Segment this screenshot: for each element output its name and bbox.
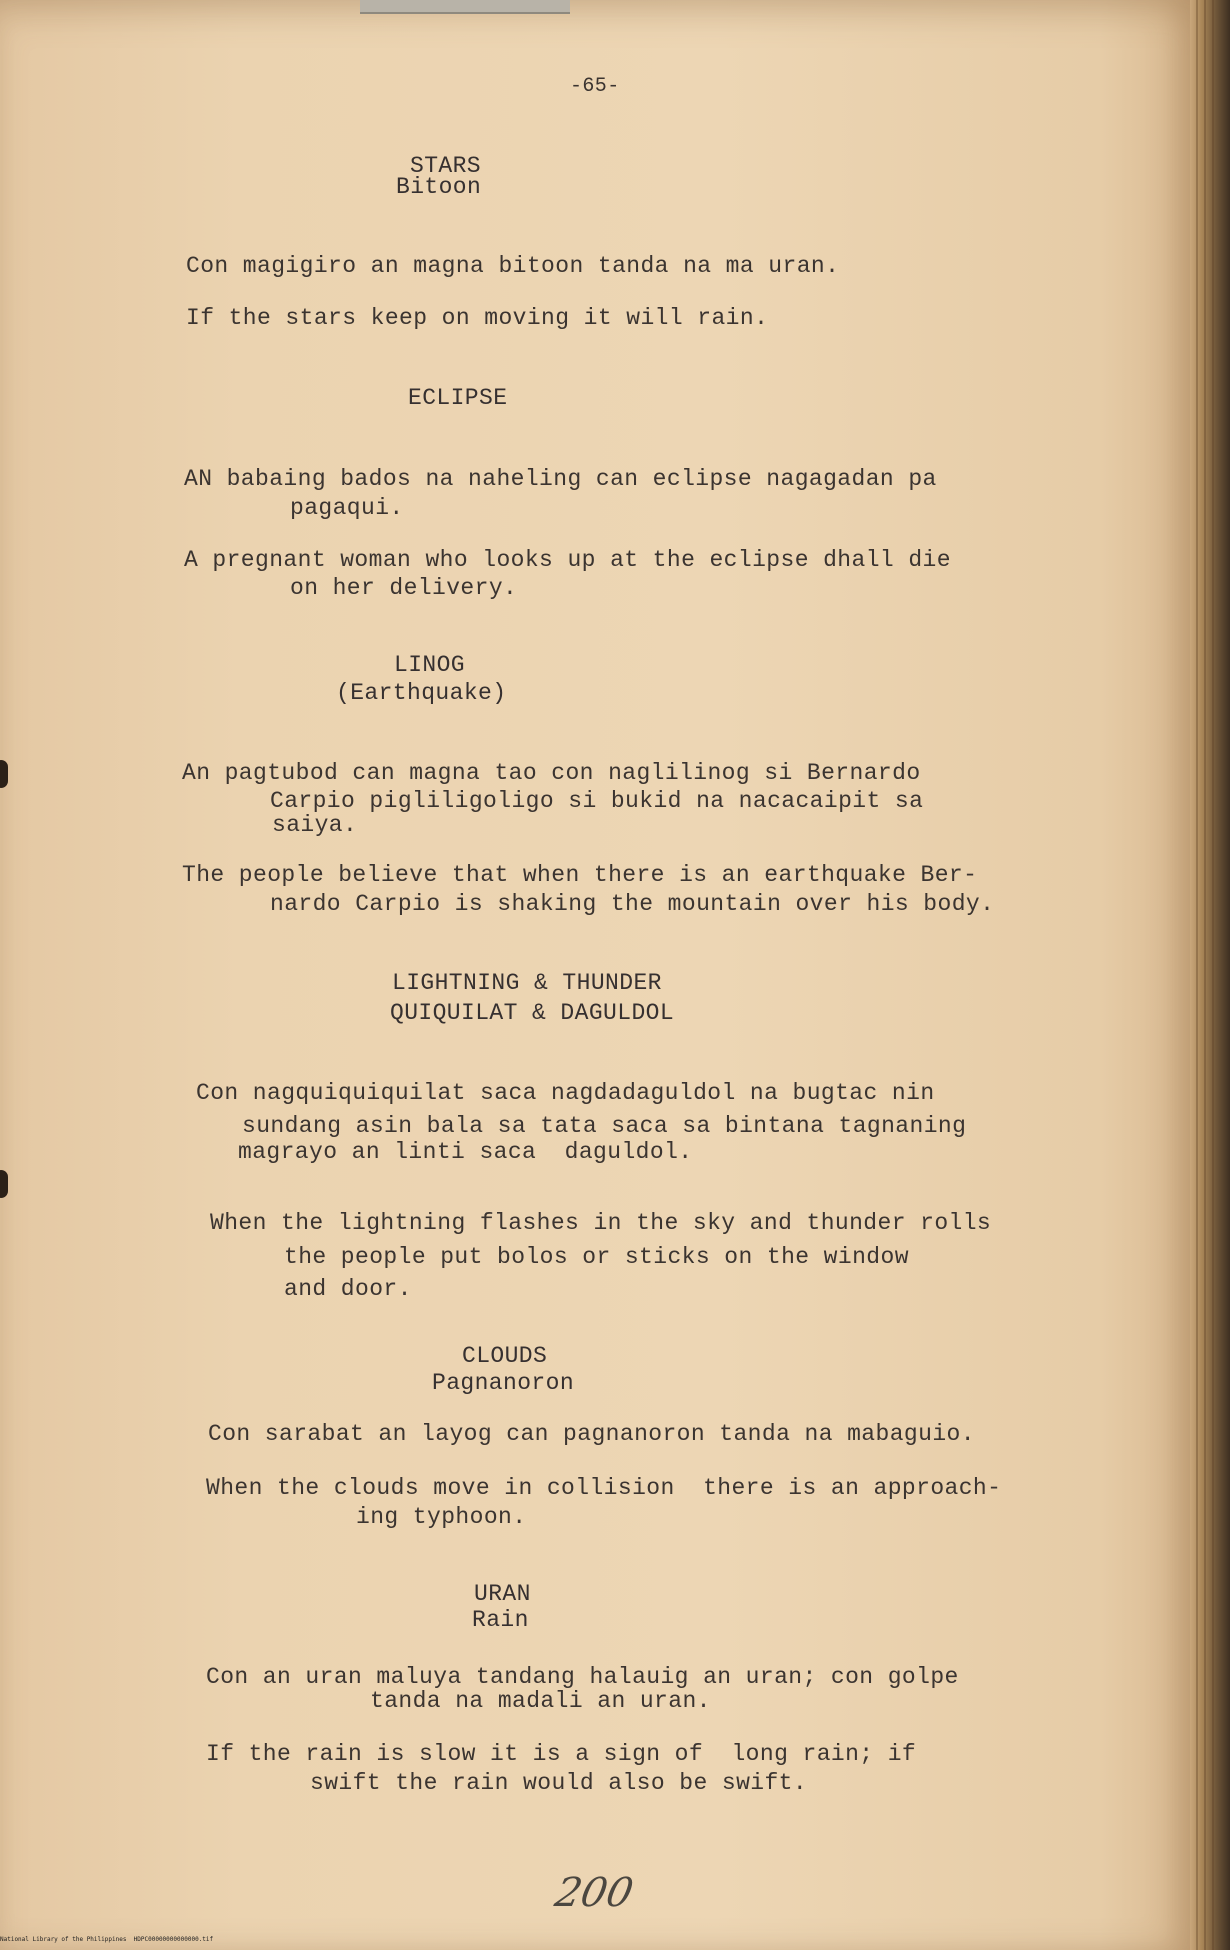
clouds-native-text: Con sarabat an layog can pagnanoron tanda na mabaguio. xyxy=(208,1421,975,1447)
eclipse-english-line: on her delivery. xyxy=(290,575,518,601)
clouds-english-line: When the clouds move in collision there is an approach- xyxy=(206,1475,1002,1501)
linog-heading: LINOG xyxy=(394,652,466,678)
uran-subheading: Rain xyxy=(472,1607,529,1633)
eclipse-english-line: A pregnant woman who looks up at the eclipse dhall die xyxy=(184,547,951,573)
uran-native-line: tanda na madali an uran. xyxy=(370,1688,711,1714)
binder-tab xyxy=(360,0,570,14)
lightning-native-line: Con nagquiquiquilat saca nagdadaguldol na bugtac nin xyxy=(196,1080,935,1106)
uran-heading: URAN xyxy=(474,1581,531,1607)
handwritten-page-number: 200 xyxy=(551,1870,638,1916)
lightning-english-line: and door. xyxy=(284,1276,412,1302)
linog-native-line: An pagtubod can magna tao con naglilinog si Bernardo xyxy=(182,760,921,786)
clouds-subheading: Pagnanoron xyxy=(432,1370,575,1396)
uran-english-line: If the rain is slow it is a sign of long rain; if xyxy=(206,1741,917,1767)
clouds-english-line: ing typhoon. xyxy=(356,1504,527,1530)
binding-hole xyxy=(0,760,8,788)
lightning-subheading: QUIQUILAT & DAGULDOL xyxy=(390,1000,675,1026)
linog-english-line: nardo Carpio is shaking the mountain over his body. xyxy=(270,891,995,917)
eclipse-heading: ECLIPSE xyxy=(408,385,508,411)
binding-hole xyxy=(0,1170,8,1198)
stars-english-text: If the stars keep on moving it will rain. xyxy=(186,305,769,331)
page-number: -65- xyxy=(570,75,620,98)
lightning-native-line: sundang asin bala sa tata saca sa bintana tagnaning xyxy=(242,1113,967,1139)
stars-heading: STARS xyxy=(410,153,482,179)
lightning-heading: LIGHTNING & THUNDER xyxy=(392,970,662,996)
linog-native-line: Carpio pigliligoligo si bukid na nacacaipit sa xyxy=(270,788,924,814)
eclipse-native-line: pagaqui. xyxy=(290,495,404,521)
book-spine xyxy=(1190,0,1230,1950)
stars-native-text: Con magigiro an magna bitoon tanda na ma uran. xyxy=(186,253,840,279)
lightning-native-line: magrayo an linti saca daguldol. xyxy=(238,1139,693,1165)
clouds-heading: CLOUDS xyxy=(462,1343,548,1369)
uran-english-line: swift the rain would also be swift. xyxy=(310,1770,808,1796)
lightning-english-line: When the lightning flashes in the sky and thunder rolls xyxy=(210,1210,992,1236)
eclipse-native-line: AN babaing bados na naheling can eclipse nagagadan pa xyxy=(184,466,937,492)
lightning-english-line: the people put bolos or sticks on the window xyxy=(284,1244,909,1270)
uran-native-line: Con an uran maluya tandang halauig an uran; con golpe xyxy=(206,1664,959,1690)
scan-footer: National Library of the Philippines HDPC00000000000000.tif xyxy=(0,1936,214,1943)
linog-english-line: The people believe that when there is an earthquake Ber- xyxy=(182,862,978,888)
linog-native-line: saiya. xyxy=(272,812,358,838)
linog-subheading: (Earthquake) xyxy=(336,680,507,706)
stars-subheading: Bitoon xyxy=(396,174,482,200)
